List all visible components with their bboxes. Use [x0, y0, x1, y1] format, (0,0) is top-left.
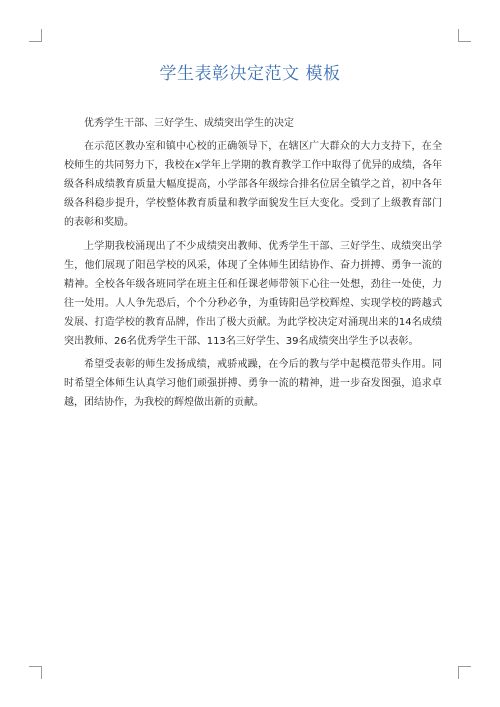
document-body	[64, 114, 442, 412]
crop-mark-top-right	[458, 29, 471, 42]
paragraph-3: 希望受表彰的师生发扬成绩，戒骄戒躁，在今后的教与学中起模范带头作用。同时希望全体师生认真学习他们顽强拼搏、勇争一流的精神，进一步奋发图强，追求卓越，团结协作，为我校的辉煌做出新的贡献。	[64, 359, 442, 409]
crop-mark-bottom-right	[458, 666, 471, 679]
paragraph-1: 在示范区教办室和镇中心校的正确领导下，在辖区广大群众的大力支持下，在全校师生的共同努力下，我校在x学年上学期的教育教学工作中取得了优异的成绩，各年级各科成绩教育质量大幅度提高，小学部各年级综合排名位居全镇学之首，初中各年级各科稳步提升，学校整体教育质量和教学面貌发生巨大变化。受到了上级教育部门的表彰和奖励。	[64, 141, 442, 229]
crop-mark-bottom-left	[29, 666, 42, 679]
paragraph-2: 上学期我校涌现出了不少成绩突出教师、优秀学生干部、三好学生、成绩突出学生，他们展现了阳邑学校的风采，体现了全体师生团结协作、奋力拼搏、勇争一流的精神。全校各年级各班同学在班主任和任课老师带领下心往一处想，劲往一处使，力往一处用。人人争先恐后，个个分秒必争，为重铸阳邑学校辉煌、实现学校的跨越式发展、打造学校的教育品牌，作出了极大贡献。为此学校决定对涌现出来的14名成绩突出教师、26名优秀学生干部、113名三好学生、39名成绩突出学生予以表彰。	[64, 240, 442, 348]
crop-mark-top-left	[29, 29, 42, 42]
document-subheading: 优秀学生干部、三好学生、成绩突出学生的决定	[84, 118, 294, 129]
document-title: 学生表彰决定范文 模板	[159, 64, 341, 84]
